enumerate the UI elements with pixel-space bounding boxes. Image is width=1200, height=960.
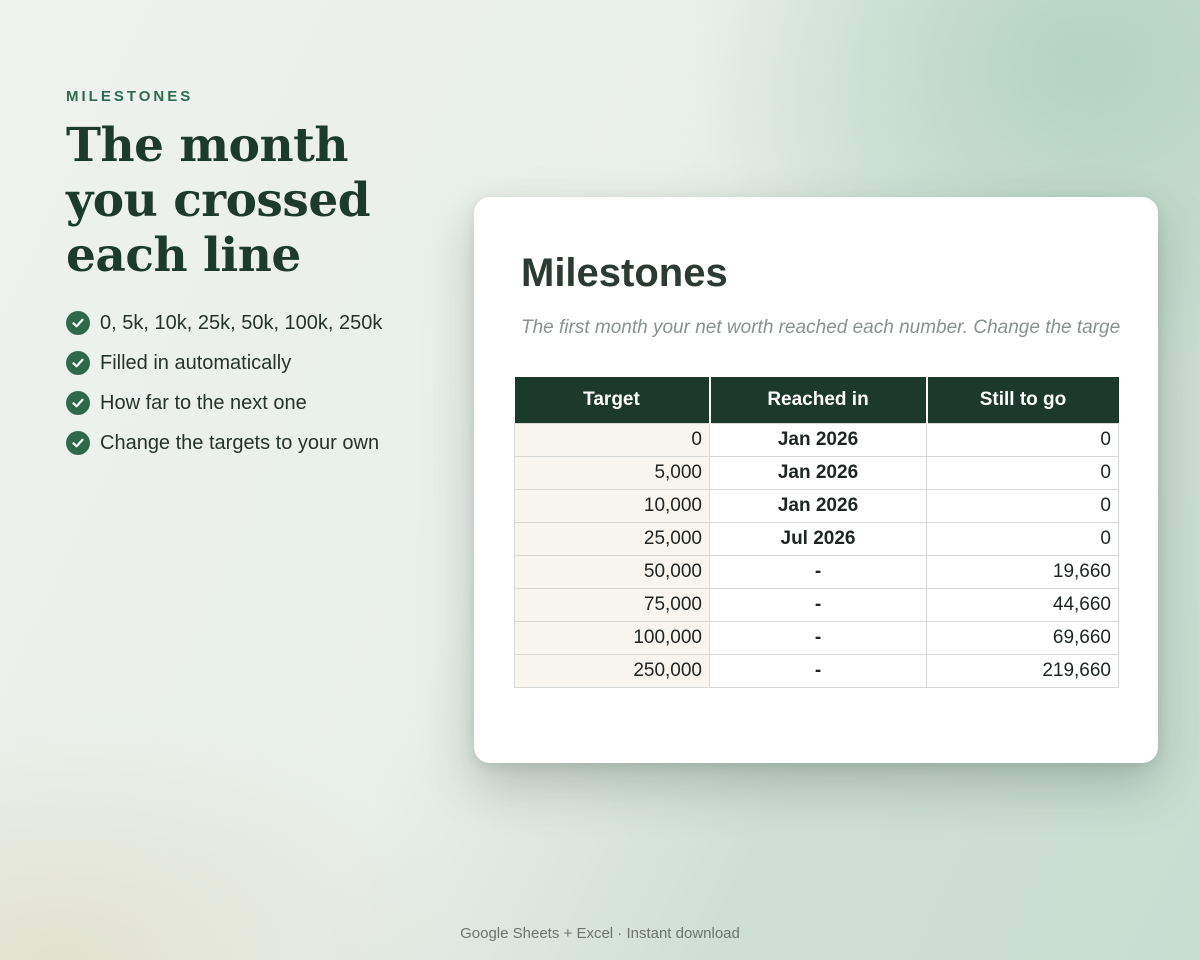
feature-list [66, 303, 382, 463]
column-header-still-to-go: Still to go [927, 377, 1119, 424]
table-row [515, 655, 1119, 688]
target-cell[interactable]: 250,000 [515, 655, 710, 688]
still-to-go-cell[interactable]: 69,660 [927, 622, 1119, 655]
check-circle-icon [66, 351, 90, 375]
reached-in-cell[interactable]: - [710, 655, 927, 688]
table-row [515, 589, 1119, 622]
feature-text: How far to the next one [100, 391, 307, 414]
target-cell[interactable]: 25,000 [515, 523, 710, 556]
reached-in-cell[interactable]: - [710, 556, 927, 589]
table-row [515, 490, 1119, 523]
feature-item [66, 423, 382, 463]
reached-in-cell[interactable]: Jan 2026 [710, 424, 927, 457]
target-cell[interactable]: 75,000 [515, 589, 710, 622]
target-cell[interactable]: 50,000 [515, 556, 710, 589]
target-cell[interactable]: 5,000 [515, 457, 710, 490]
target-cell[interactable]: 0 [515, 424, 710, 457]
milestones-table [514, 377, 1119, 688]
feature-text: Change the targets to your own [100, 431, 380, 454]
feature-item [66, 343, 382, 383]
eyebrow-label: MILESTONES [66, 88, 194, 105]
feature-text: 0, 5k, 10k, 25k, 50k, 100k, 250k [100, 311, 383, 334]
target-cell[interactable]: 10,000 [515, 490, 710, 523]
reached-in-cell[interactable]: Jul 2026 [710, 523, 927, 556]
column-header-target: Target [515, 377, 710, 424]
table-row [515, 556, 1119, 589]
hero-headline: The month you crossed each line [66, 118, 371, 283]
reached-in-cell[interactable]: - [710, 589, 927, 622]
reached-in-cell[interactable]: Jan 2026 [710, 457, 927, 490]
feature-text: Filled in automatically [100, 351, 292, 374]
sheet-subtitle: The first month your net worth reached each number. Change the targe [521, 317, 1121, 338]
table-header-row [515, 377, 1119, 424]
spreadsheet-card [474, 197, 1158, 763]
target-cell[interactable]: 100,000 [515, 622, 710, 655]
check-circle-icon [66, 431, 90, 455]
still-to-go-cell[interactable]: 0 [927, 523, 1119, 556]
table-row [515, 523, 1119, 556]
still-to-go-cell[interactable]: 19,660 [927, 556, 1119, 589]
reached-in-cell[interactable]: Jan 2026 [710, 490, 927, 523]
column-header-reached-in: Reached in [710, 377, 927, 424]
table-row [515, 424, 1119, 457]
still-to-go-cell[interactable]: 0 [927, 424, 1119, 457]
feature-item [66, 303, 382, 343]
check-circle-icon [66, 311, 90, 335]
reached-in-cell[interactable]: - [710, 622, 927, 655]
still-to-go-cell[interactable]: 219,660 [927, 655, 1119, 688]
still-to-go-cell[interactable]: 44,660 [927, 589, 1119, 622]
footer-note: Google Sheets + Excel · Instant download [460, 925, 740, 942]
check-circle-icon [66, 391, 90, 415]
feature-item [66, 383, 382, 423]
table-row [515, 457, 1119, 490]
sheet-title: Milestones [521, 251, 728, 295]
still-to-go-cell[interactable]: 0 [927, 457, 1119, 490]
still-to-go-cell[interactable]: 0 [927, 490, 1119, 523]
table-row [515, 622, 1119, 655]
